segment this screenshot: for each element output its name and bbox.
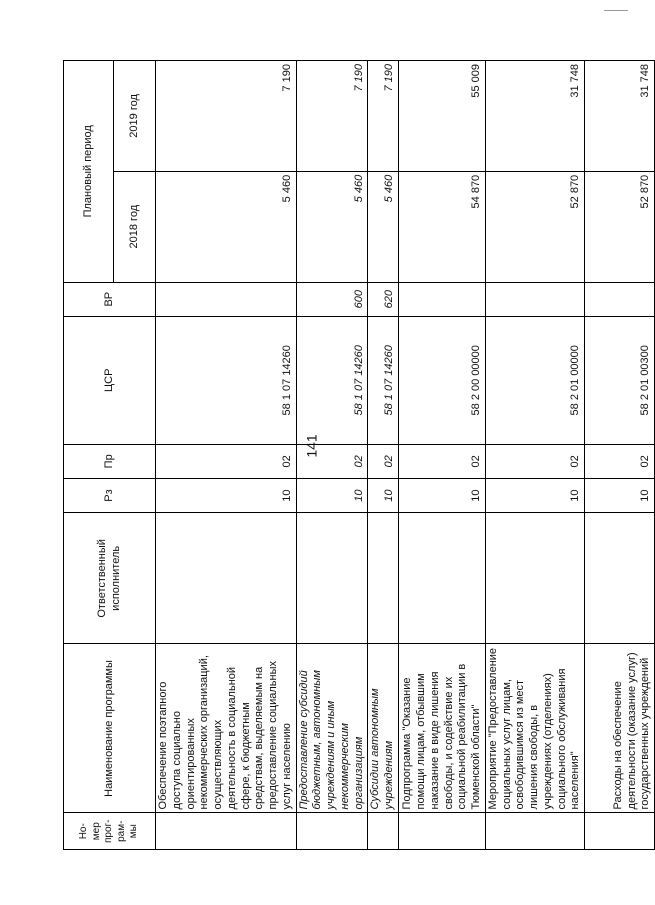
row-2018: 54 870	[398, 171, 485, 282]
row-rz: 10	[398, 478, 485, 512]
row-2019: 55 009	[398, 61, 485, 172]
row-executor	[485, 513, 584, 644]
row-rz: 10	[156, 478, 297, 512]
page-number: 141	[303, 434, 320, 458]
row-csr: 58 1 07 14260	[156, 316, 297, 444]
header-plan-period: Плановый период	[64, 61, 114, 283]
row-name: Мероприятие "Предоставление социальных услуг лицам, освободившимся из мест лишения свободы, в учреждениях (отделениях) социального обслуживания населения"	[485, 644, 584, 813]
row-name: Обеспечение поэтапного доступа социально ориентированных некоммерческих организаций, осуществляющих деятельность в социальной сфере, к бюджетным средствам, выделяемым на предоставление социальных услуг населению	[156, 644, 297, 813]
header-vr: ВР	[64, 282, 156, 316]
table-row	[156, 61, 297, 850]
row-pr: 02	[485, 444, 584, 478]
row-executor	[296, 513, 368, 644]
row-number	[156, 813, 297, 850]
row-vr: 600	[296, 282, 368, 316]
table-row	[296, 61, 368, 850]
row-executor	[585, 513, 655, 644]
row-rz: 10	[485, 478, 584, 512]
row-vr	[398, 282, 485, 316]
row-vr	[585, 282, 655, 316]
row-2019: 7 190	[296, 61, 368, 172]
row-2019: 7 190	[156, 61, 297, 172]
header-2018: 2018 год	[114, 171, 156, 282]
row-vr	[156, 282, 297, 316]
row-2019: 31 748	[485, 61, 584, 172]
row-number	[296, 813, 368, 850]
row-number	[585, 813, 655, 850]
row-csr: 58 1 07 14260	[296, 316, 368, 444]
row-executor	[156, 513, 297, 644]
row-2019: 31 748	[585, 61, 655, 172]
row-rz: 10	[296, 478, 368, 512]
row-name: Расходы на обеспечение деятельности (оказание услуг) государственных учреждений	[585, 644, 655, 813]
row-csr: 58 2 01 00300	[585, 316, 655, 444]
row-pr: 02	[585, 444, 655, 478]
row-pr: 02	[368, 444, 399, 478]
header-number: Но- мер прог- рам- мы	[64, 813, 156, 850]
row-2018: 5 460	[156, 171, 297, 282]
row-number	[368, 813, 399, 850]
row-number	[485, 813, 584, 850]
table-row	[485, 61, 584, 850]
row-csr: 58 2 01 00000	[485, 316, 584, 444]
row-csr: 58 2 00 00000	[398, 316, 485, 444]
corner-mark	[604, 10, 628, 11]
row-pr: 02	[296, 444, 368, 478]
header-csr: ЦСР	[64, 316, 156, 444]
table-row	[368, 61, 399, 850]
header-rz: Рз	[64, 478, 156, 512]
row-rz: 10	[368, 478, 399, 512]
row-2018: 5 460	[368, 171, 399, 282]
header-pr: Пр	[64, 444, 156, 478]
row-csr: 58 1 07 14260	[368, 316, 399, 444]
row-pr: 02	[156, 444, 297, 478]
row-2018: 5 460	[296, 171, 368, 282]
row-vr: 620	[368, 282, 399, 316]
row-2018: 52 870	[585, 171, 655, 282]
row-name: Субсидии автономным учреждениям	[368, 644, 399, 813]
header-executor: Ответственный исполнитель	[64, 513, 156, 644]
header-name: Наименование программы	[64, 644, 156, 813]
table-row	[585, 61, 655, 850]
row-name: Предоставление субсидий бюджетным, автономным учреждениям и иным некоммерческим организациям	[296, 644, 368, 813]
header-2019: 2019 год	[114, 61, 156, 172]
row-2019: 7 190	[368, 61, 399, 172]
row-name: Подпрограмма "Оказание помощи лицам, отбывшим наказание в виде лишения свободы, и содействие их социальной реабилитации в Тюменской области"	[398, 644, 485, 813]
row-executor	[368, 513, 399, 644]
row-rz: 10	[585, 478, 655, 512]
row-vr	[485, 282, 584, 316]
row-executor	[398, 513, 485, 644]
row-number	[398, 813, 485, 850]
budget-table	[63, 60, 652, 850]
row-2018: 52 870	[485, 171, 584, 282]
row-pr: 02	[398, 444, 485, 478]
table-row	[398, 61, 485, 850]
